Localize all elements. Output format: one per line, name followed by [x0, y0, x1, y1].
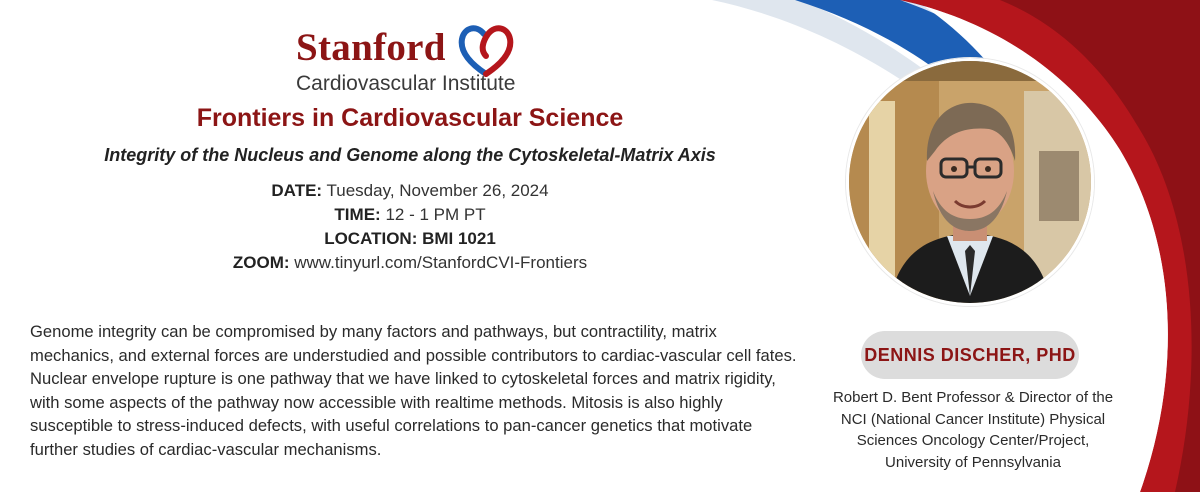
speaker-affiliation — [826, 387, 1120, 473]
location-line — [40, 227, 780, 251]
talk-title: Integrity of the Nucleus and Genome along the Cytoskeletal-Matrix Axis — [104, 145, 716, 165]
series-title: Frontiers in Cardiovascular Science — [196, 104, 624, 132]
affiliation-line: University of Pennsylvania — [885, 453, 1061, 471]
logo-subtitle: Cardiovascular Institute — [296, 72, 516, 95]
event-details — [40, 179, 780, 275]
time-line — [40, 203, 780, 227]
stanford-cvi-logo — [296, 22, 536, 102]
location-label: LOCATION: — [324, 229, 418, 248]
date-value: Tuesday, November 26, 2024 — [326, 181, 549, 200]
date-line — [40, 179, 780, 203]
time-label: TIME: — [334, 205, 381, 224]
speaker-photo — [846, 58, 1094, 306]
logo-wordmark: Stanford — [296, 26, 446, 69]
speaker-name: DENNIS DISCHER, PHD — [861, 331, 1079, 379]
date-label: DATE: — [271, 181, 323, 200]
affiliation-line: Robert D. Bent Professor & Director of the — [832, 389, 1114, 406]
zoom-line — [40, 251, 780, 275]
talk-abstract: Genome integrity can be compromised by many factors and pathways, but contractility, matrix mechanics, and external forces are understudied and possible contributors to cardiac-vascular cell fates. Nuclear envelope rupture is one pathway that we have linked to cytoskeletal forces and matrix rigidity, with some aspects of the pathway now accessible with realtime methods. Mitosis is also highly susceptible to stress-induced defects, with useful correlations to pan-cancer genetics that motivate further studies of cardiac-vascular mechanisms. — [30, 322, 797, 459]
time-value: 12 - 1 PM PT — [385, 205, 486, 224]
zoom-label: ZOOM: — [232, 253, 290, 272]
location-value: BMI 1021 — [422, 229, 496, 248]
affiliation-line: NCI (National Cancer Institute) Physical — [840, 410, 1106, 428]
zoom-link[interactable]: www.tinyurl.com/StanfordCVI-Frontiers — [294, 253, 588, 272]
affiliation-line: Sciences Oncology Center/Project, — [856, 432, 1090, 449]
